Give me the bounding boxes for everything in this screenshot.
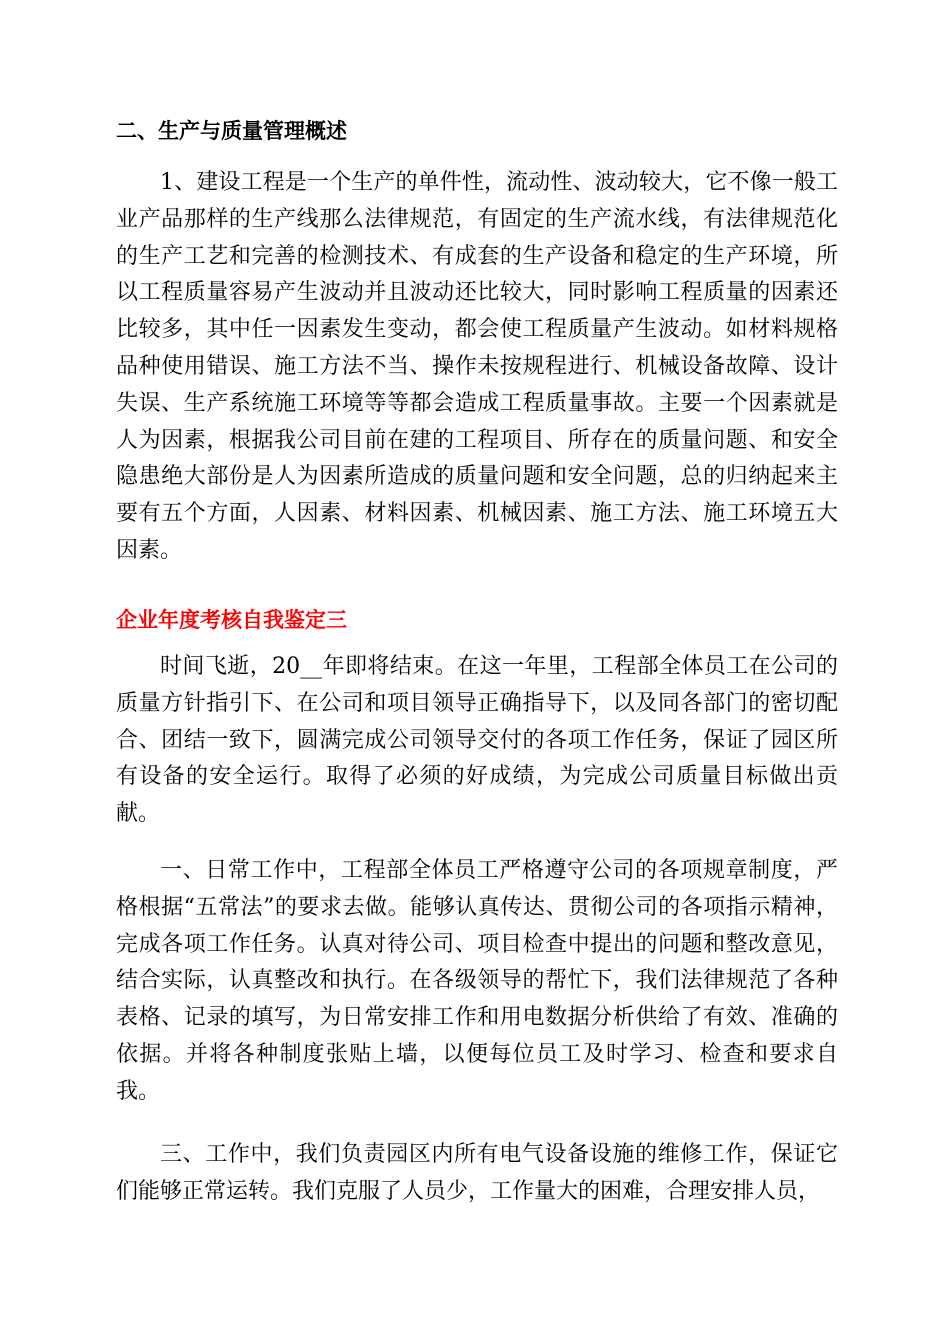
- section-heading-self-assessment: 企业年度考核自我鉴定三: [116, 608, 347, 632]
- paragraph-construction-overview: 1、建设工程是一个生产的单件性，流动性、波动较大，它不像一般工业产品那样的生产线那么法律规范，有固定的生产流水线，有法律规范化的生产工艺和完善的检测技术、有成套的生产设备和稳定的生产环境，所以工程质量容易产生波动并且波动还比较大，同时影响工程质量的因素还比较多，其中任一因素发生变动，都会使工程质量产生波动。如材料规格品种使用错误、施工方法不当、操作未按规程进行、机械设备故障、设计失误、生产系统施工环境等等都会造成工程质量事故。主要一个因素就是人为因素，根据我公司目前在建的工程项目、所存在的质量问题、和安全隐患绝大部份是人为因素所造成的质量问题和安全问题，总的归纳起来主要有五个方面，人因素、材料因素、机械因素、施工方法、施工环境五大因素。: [116, 170, 838, 563]
- paragraph-daily-work: 一、日常工作中，工程部全体员工严格遵守公司的各项规章制度，严格根据“五常法”的要求去做。能够认真传达、贯彻公司的各项指示精神，完成各项工作任务。认真对待公司、项目检查中提出的问题和整改意见，结合实际，认真整改和执行。在各级领导的帮忙下，我们法律规范了各种表格、记录的填写，为日常安排工作和用电数据分析供给了有效、准确的依据。并将各种制度张贴上墙，以便每位员工及时学习、检查和要求自我。: [116, 858, 838, 1104]
- paragraph-maintenance-work: 三、工作中，我们负责园区内所有电气设备设施的维修工作，保证它们能够正常运转。我们克服了人员少，工作量大的困难，合理安排人员，: [116, 1142, 838, 1204]
- section-heading-production-quality: 二、生产与质量管理概述: [116, 119, 347, 143]
- paragraph-year-summary: 时间飞逝，20__年即将结束。在这一年里，工程部全体员工在公司的质量方针指引下、在公司和项目领导正确指导下，以及同各部门的密切配合、团结一致下，圆满完成公司领导交付的各项工作任务，保证了园区所有设备的安全运行。取得了必须的好成绩，为完成公司质量目标做出贡献。: [116, 654, 838, 827]
